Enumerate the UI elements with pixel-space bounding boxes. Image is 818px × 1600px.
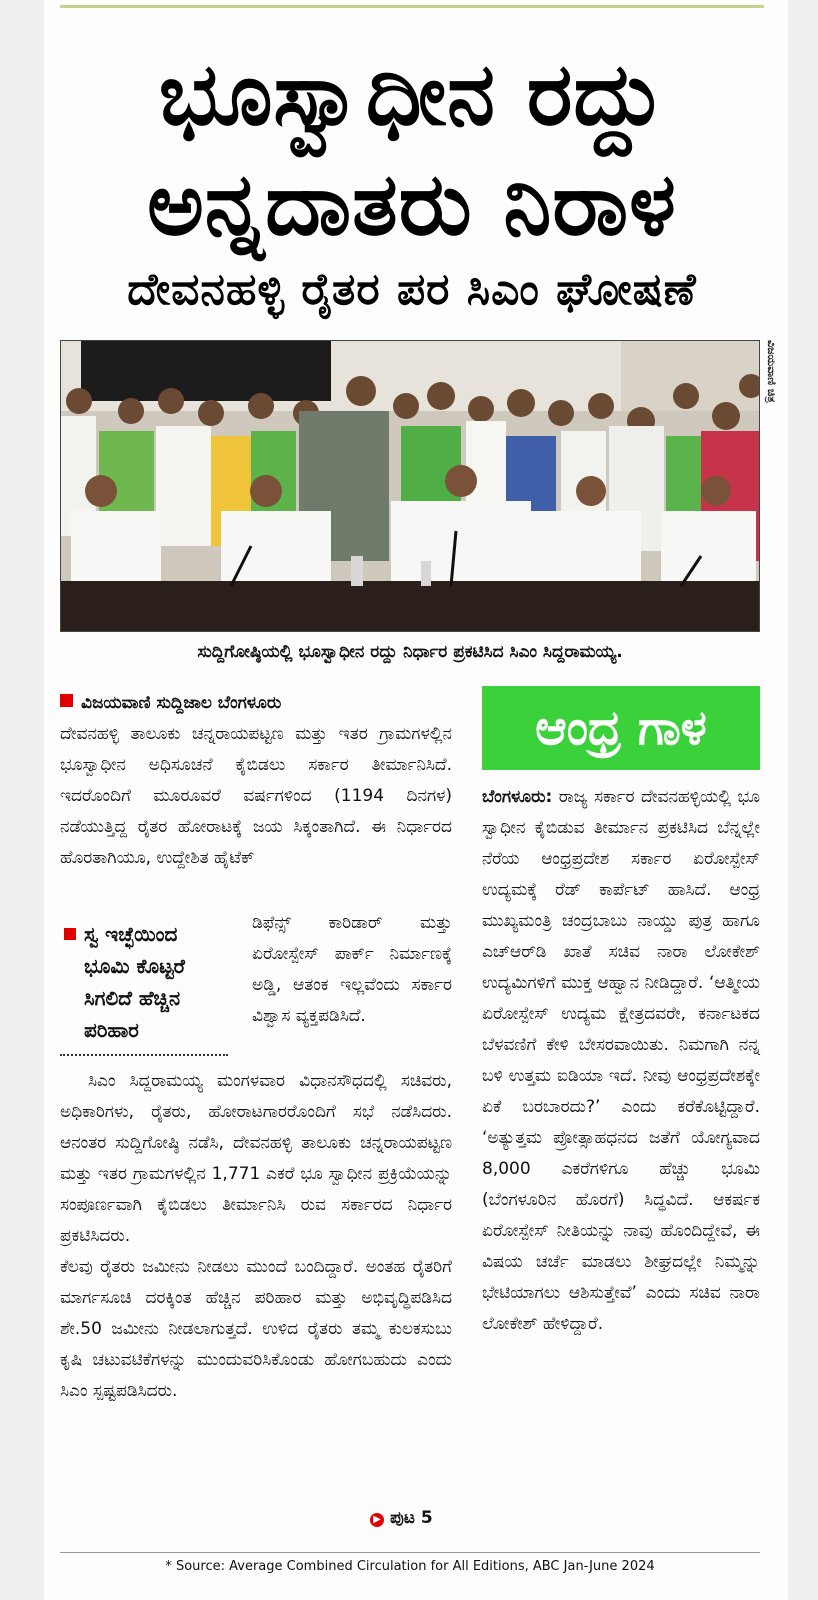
headline-subline: ದೇವನಹಳ್ಳಿ ರೈತರ ಪರ ಸಿಎಂ ಘೋಷಣೆ xyxy=(127,264,697,315)
top-strip xyxy=(60,0,764,8)
continued-page-ref[interactable]: ▶ ಪುಟ 5 xyxy=(370,1508,433,1528)
right-story-body: ರಾಜ್ಯ ಸರ್ಕಾರ ದೇವನಹಳ್ಳಿಯಲ್ಲಿ ಭೂ ಸ್ವಾಧೀನ ಕೈಬಿಡುವ ತೀರ್ಮಾನ ಪ್ರಕಟಿಸಿದ ಬೆನ್ನಲ್ಲೇ ನೆರೆಯ ಆಂಧ್ರಪ್ರದೇಶ ಸರ್ಕಾರ ಏರೋಸ್ಪೇಸ್ ಉದ್ಯಮಕ್ಕೆ ರೆಡ್ ಕಾರ್ಪೆಟ್ ಹಾಸಿದೆ. ಆಂಧ್ರ ಮುಖ್ಯಮಂತ್ರಿ ಚಂದ್ರಬಾಬು ನಾಯ್ಡು ಪುತ್ರ ಹಾಗೂ ಎಚ್‌ಆರ್‌ಡಿ ಖಾತೆ ಸಚಿವ ನಾರಾ ಲೋಕೇಶ್ ಉದ್ಯಮಿಗಳಿಗೆ ಮುಕ್ತ ಆಹ್ವಾನ ನೀಡಿದ್ದಾರೆ. ‘ಆತ್ಮೀಯ ಏರೋಸ್ಪೇಸ್ ಉದ್ಯಮ ಕ್ಷೇತ್ರದವರೇ, ಕರ್ನಾಟಕದ ಬೆಳವಣಿಗೆ ಕೇಳಿ ಬೇಸರವಾಯಿತು. ನಿಮಗಾಗಿ ನನ್ನ ಬಳಿ ಉತ್ತಮ ಐಡಿಯಾ ಇದೆ. ನೀವು ಆಂಧ್ರಪ್ರದೇಶಕ್ಕೇ ಏಕೆ ಬರಬಾರದು?’ ಎಂದು ಕರೆಕೊಟ್ಟಿದ್ದಾರೆ. ‘ಅತ್ಯುತ್ತಮ ಪ್ರೋತ್ಸಾಹಧನದ ಜತೆಗೆ ಯೋಗ್ಯವಾದ 8,000 ಎಕರೆಗಳಿಗೂ ಹೆಚ್ಚು ಭೂಮಿ (ಬೆಂಗಳೂರಿನ ಹೊರಗೆ) ಸಿದ್ಧವಿದೆ. ಆಕರ್ಷಕ ಏರೋಸ್ಪೇಸ್ ನೀತಿಯನ್ನು ನಾವು ಹೊಂದಿದ್ದೇವೆ, ಈ ವಿಷಯ ಚರ್ಚೆ ಮಾಡಲು ಶೀಘ್ರದಲ್ಲೇ ನಿಮ್ಮನ್ನು ಭೇಟಿಯಾಗಲು ಆಶಿಸುತ್ತೇವೆ’ ಎಂದು ಸಚಿವ ನಾರಾ ಲೋಕೇಶ್ ಹೇಳಿದ್ದಾರೆ. xyxy=(482,787,761,1334)
play-arrow-icon: ▶ xyxy=(370,1513,384,1527)
photo-caption: ಸುದ್ದಿಗೋಷ್ಠಿಯಲ್ಲಿ ಭೂಸ್ವಾಧೀನ ರದ್ದು ನಿರ್ಧಾರ ಪ್ರಕಟಿಸಿದ ಸಿಎಂ ಸಿದ್ದರಾಮಯ್ಯ. xyxy=(197,642,623,662)
photo-credit: ವಿಜಯವಾಣಿ ಚಿತ್ರ xyxy=(765,340,778,403)
red-square-bullet-icon xyxy=(60,694,73,707)
left-story-top xyxy=(60,688,452,874)
sidebar-title-box: ಆಂಧ್ರ ಗಾಳ xyxy=(482,686,760,770)
left-story-lower xyxy=(60,1066,452,1407)
press-conference-photo xyxy=(60,340,760,632)
right-story xyxy=(482,782,760,1340)
left-paragraph-1-continued: ಡಿಫೆನ್ಸ್ ಕಾರಿಡಾರ್ ಮತ್ತು ಏರೋಸ್ಪೇಸ್ ಪಾರ್ಕ್ ನಿರ್ಮಾಣಕ್ಕೆ ಅಡ್ಡಿ, ಆತಂಕ ಇಲ್ಲವೆಂದು ಸರ್ಕಾರ ವಿಶ್ವಾಸ ವ್ಯಕ್ತಪಡಿಸಿದೆ. xyxy=(252,913,452,1026)
photo-illustration xyxy=(61,341,760,632)
red-square-bullet-icon xyxy=(64,928,76,940)
left-paragraph-1: ದೇವನಹಳ್ಳಿ ತಾಲೂಕು ಚನ್ನರಾಯಪಟ್ಟಣ ಮತ್ತು ಇತರ ಗ್ರಾಮಗಳಲ್ಲಿನ ಭೂಸ್ವಾಧೀನ ಅಧಿಸೂಚನೆ ಕೈಬಿಡಲು ಸರ್ಕಾರ ತೀರ್ಮಾನಿಸಿದೆ. ಇದರೊಂದಿಗೆ ಮೂರೂವರೆ ವರ್ಷಗಳಿಂದ (1194 ದಿನಗಳ) ನಡೆಯುತ್ತಿದ್ದ ರೈತರ ಹೋರಾಟಕ್ಕೆ ಜಯ ಸಿಕ್ಕಂತಾಗಿದೆ. ಈ ನಿರ್ಧಾರದ ಹೊರತಾಗಿಯೂ, ಉದ್ದೇಶಿತ ಹೈಟೆಕ್ xyxy=(60,724,452,868)
left-paragraph-3: ಕೆಲವು ರೈತರು ಜಮೀನು ನೀಡಲು ಮುಂದೆ ಬಂದಿದ್ದಾರೆ. ಅಂತಹ ರೈತರಿಗೆ ಮಾರ್ಗಸೂಚಿ ದರಕ್ಕಿಂತ ಹೆಚ್ಚಿನ ಪರಿಹಾರ ಮತ್ತು ಅಭಿವೃದ್ಧಿಪಡಿಸಿದ ಶೇ.50 ಜಮೀನು ನೀಡಲಾಗುತ್ತದೆ. ಉಳಿದ ರೈತರು ತಮ್ಮ ಕುಲಕಸುಬು ಕೃಷಿ ಚಟುವಟಿಕೆಗಳನ್ನು ಮುಂದುವರಿಸಿಕೊಂಡು ಹೋಗಬಹುದು ಎಂದು ಸಿಎಂ ಸ್ಪಷ್ಟಪಡಿಸಿದರು. xyxy=(60,1257,452,1401)
circulation-footer: * Source: Average Combined Circulation for All Editions, ABC Jan-June 2024 xyxy=(60,1552,760,1574)
headline-line-1: ಭೂಸ್ವಾಧೀನ ರದ್ದು xyxy=(158,45,666,145)
headline-line-2: ಅನ್ನದಾತರು ನಿರಾಳ xyxy=(147,155,677,255)
right-dateline: ಬೆಂಗಳೂರು: xyxy=(482,787,553,807)
pull-quote: ಸ್ವ ಇಚ್ಛೆಯಿಂದ ಭೂಮಿ ಕೊಟ್ಟರೆ ಸಿಗಲಿದೆ ಹೆಚ್ಚಿನ ಪರಿಹಾರ xyxy=(60,918,228,1056)
left-paragraph-2: ಸಿಎಂ ಸಿದ್ದರಾಮಯ್ಯ ಮಂಗಳವಾರ ವಿಧಾನಸೌಧದಲ್ಲಿ ಸಚಿವರು, ಅಧಿಕಾರಿಗಳು, ರೈತರು, ಹೋರಾಟಗಾರರೊಂದಿಗೆ ಸಭೆ ನಡೆಸಿದರು. ಆನಂತರ ಸುದ್ದಿಗೋಷ್ಠಿ ನಡೆಸಿ, ದೇವನಹಳ್ಳಿ ತಾಲೂಕು ಚನ್ನರಾಯಪಟ್ಟಣ ಮತ್ತು ಇತರ ಗ್ರಾಮಗಳಲ್ಲಿನ 1,771 ಎಕರೆ ಭೂ ಸ್ವಾಧೀನ ಪ್ರಕ್ರಿಯೆಯನ್ನು ಸಂಪೂರ್ಣವಾಗಿ ಕೈಬಿಡಲು ತೀರ್ಮಾನಿಸಿ ರುವ ಸರ್ಕಾರದ ನಿರ್ಧಾರ ಪ್ರಕಟಿಸಿದರು. xyxy=(60,1071,452,1246)
left-dateline: ವಿಜಯವಾಣಿ ಸುದ್ದಿಜಾಲ ಬೆಂಗಳೂರು xyxy=(60,688,452,719)
